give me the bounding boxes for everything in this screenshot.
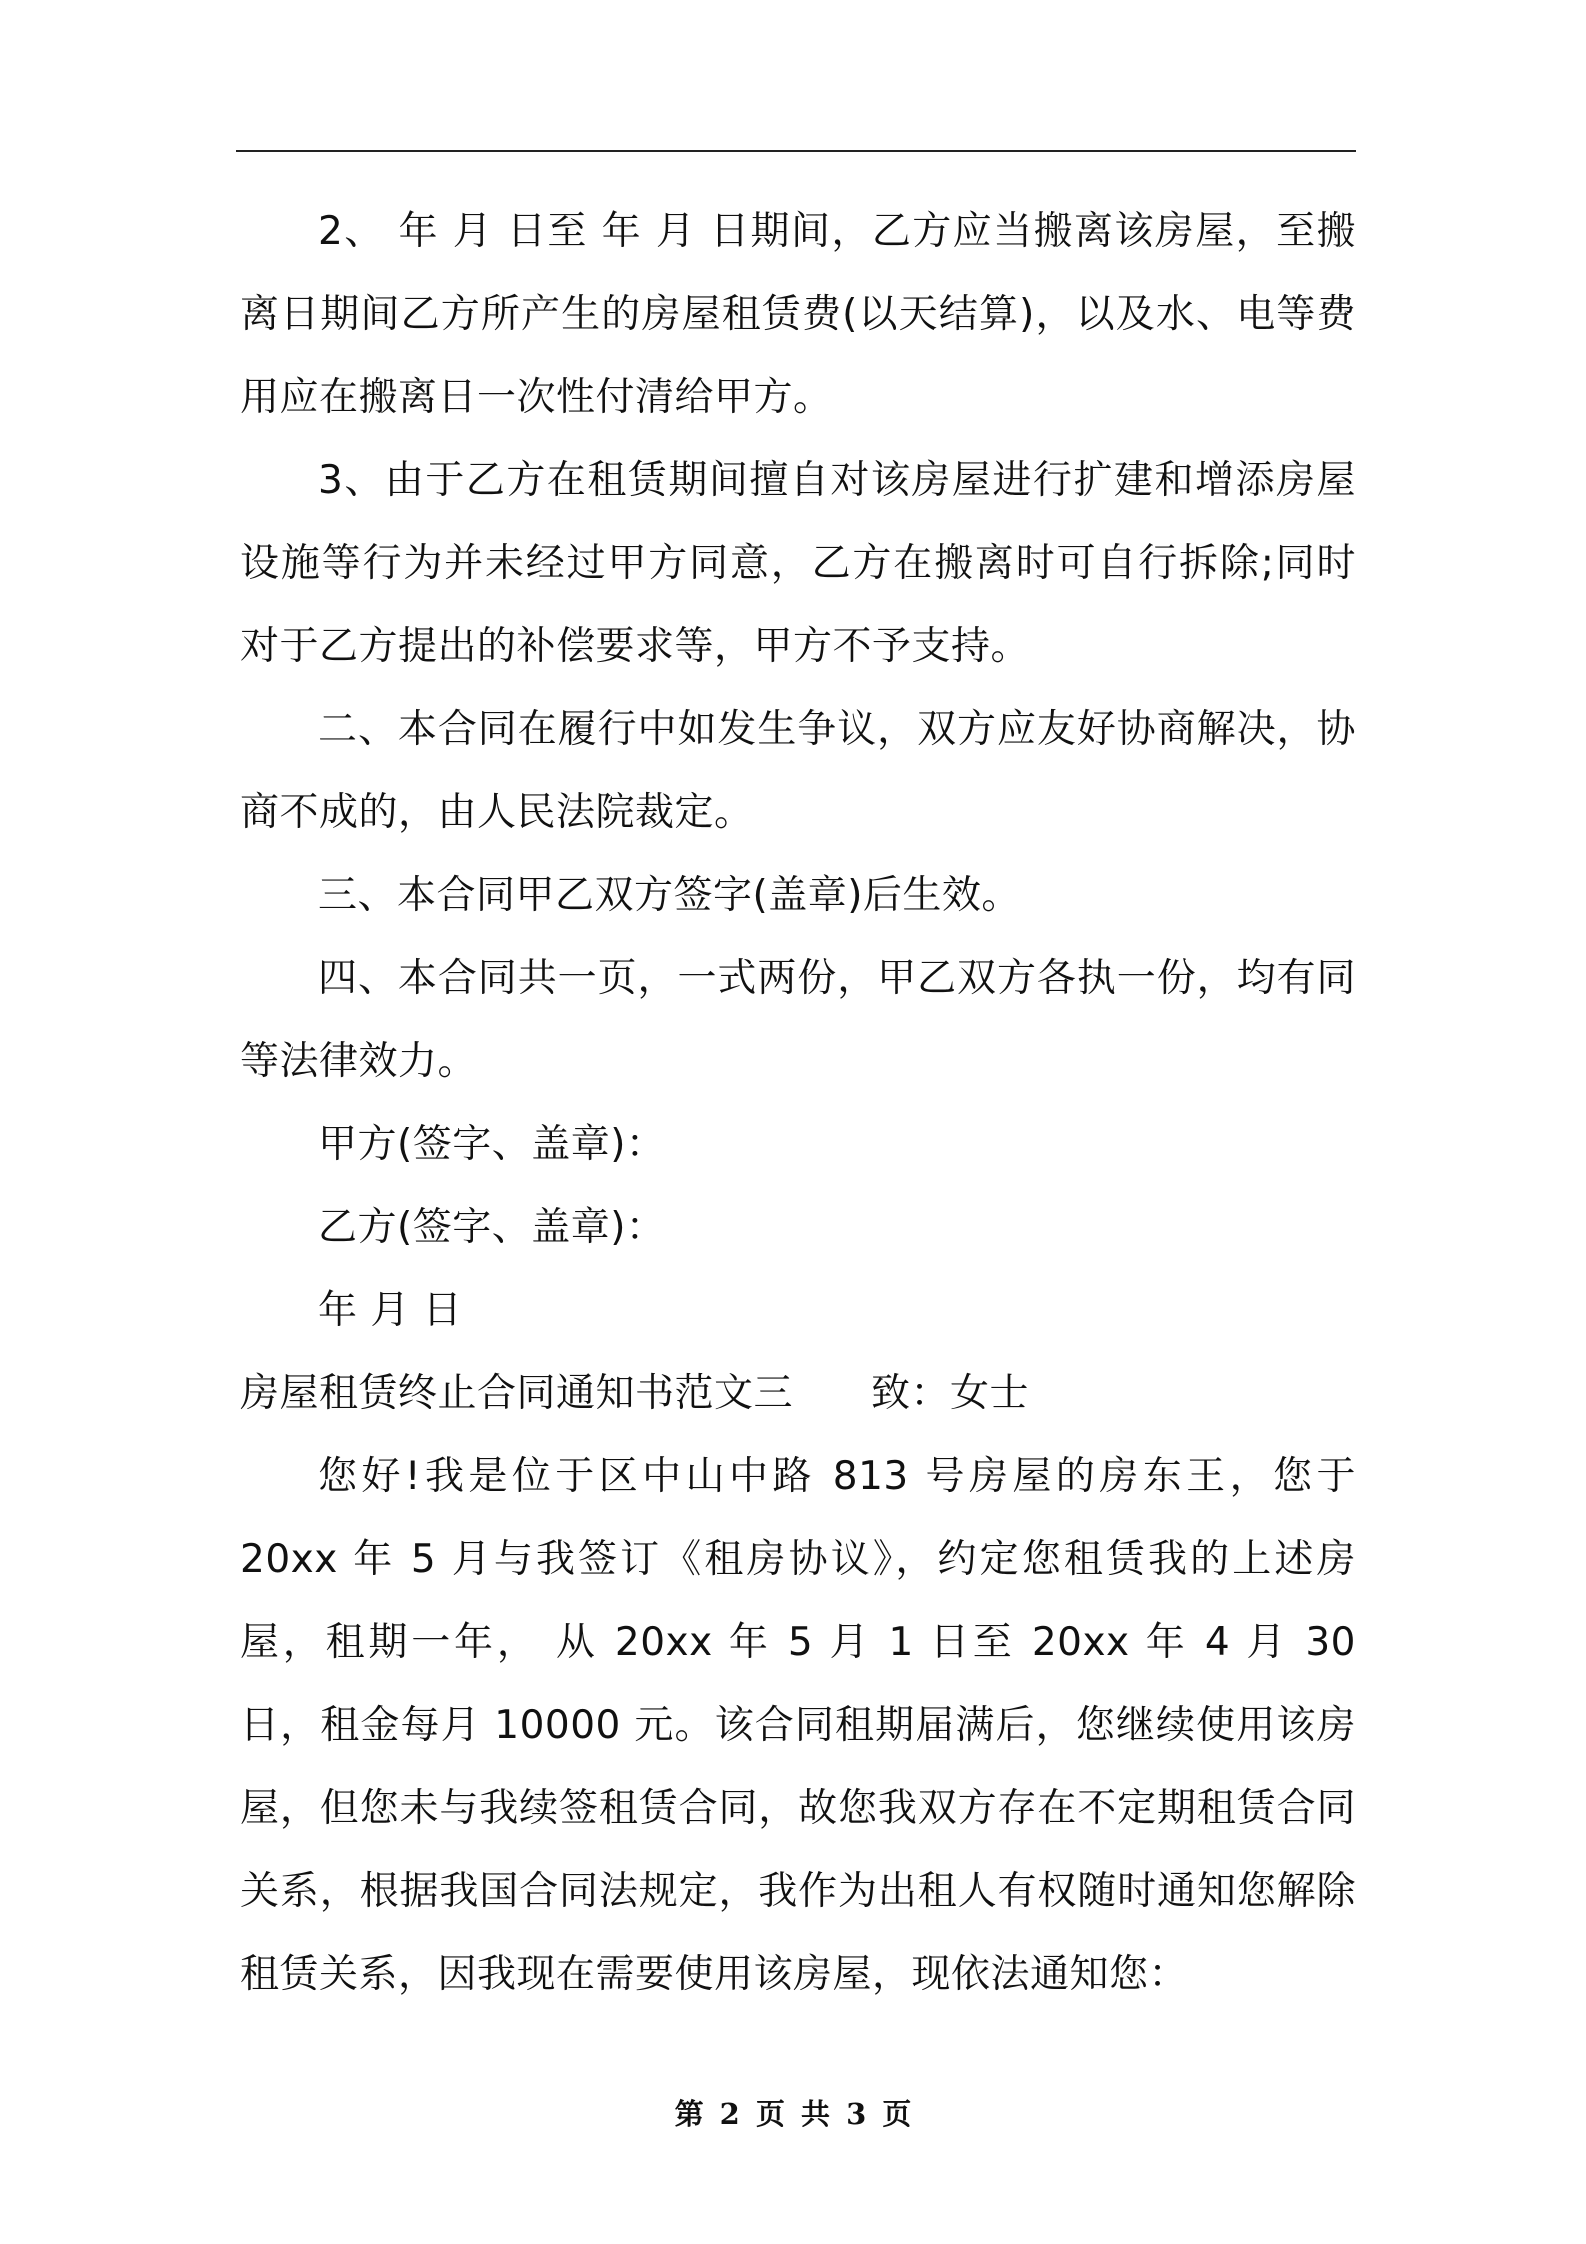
header-rule [236,150,1356,152]
paragraph-clause-3: 3、由于乙方在租赁期间擅自对该房屋进行扩建和增添房屋设施等行为并未经过甲方同意，乙方在搬离时可自行拆除;同时对于乙方提出的补偿要求等，甲方不予支持。 [240,458,1356,669]
letter-paragraph: 您好!我是位于区中山中路 813 号房屋的房东王，您于 20xx 年 5 月与我签订《租房协议》，约定您租赁我的上述房屋，租期一年， 从 20xx 年 5 月 1 日至 20xx 年 4 月 30 日，租金每月 10000 元。该合同租期届满后，您继续使用该房屋，但您未与我续签租赁合同，故您我双方存在不定期租赁合同关系，根据我国合同法规定，我作为出租人有权随时通知您解除租赁关系，因我现在需要使用该房屋，现依法通知您： [240,1454,1356,1997]
signature-party-a: 甲方(签字、盖章)： [318,1122,666,1167]
paragraph-article-3: 三、本合同甲乙双方签字(盖章)后生效。 [318,873,1021,918]
section-title: 房屋租赁终止合同通知书范文三 [240,1371,794,1416]
page-number-footer: 第 2 页 共 3 页 [674,2097,912,2131]
document-body [240,190,1356,2016]
paragraph-article-2: 二、本合同在履行中如发生争议，双方应友好协商解决，协商不成的，由人民法院裁定。 [240,707,1356,835]
signature-party-b: 乙方(签字、盖章)： [318,1205,666,1250]
salutation: 致：女士 [871,1371,1030,1416]
paragraph-article-4: 四、本合同共一页，一式两份，甲乙双方各执一份，均有同等法律效力。 [240,956,1356,1084]
paragraph-clause-2: 2、 年 月 日至 年 月 日期间，乙方应当搬离该房屋，至搬离日期间乙方所产生的房屋租赁费(以天结算)，以及水、电等费用应在搬离日一次性付清给甲方。 [240,209,1356,420]
date-line: 年 月 日 [318,1288,463,1333]
section-heading-line [240,1352,1356,1435]
